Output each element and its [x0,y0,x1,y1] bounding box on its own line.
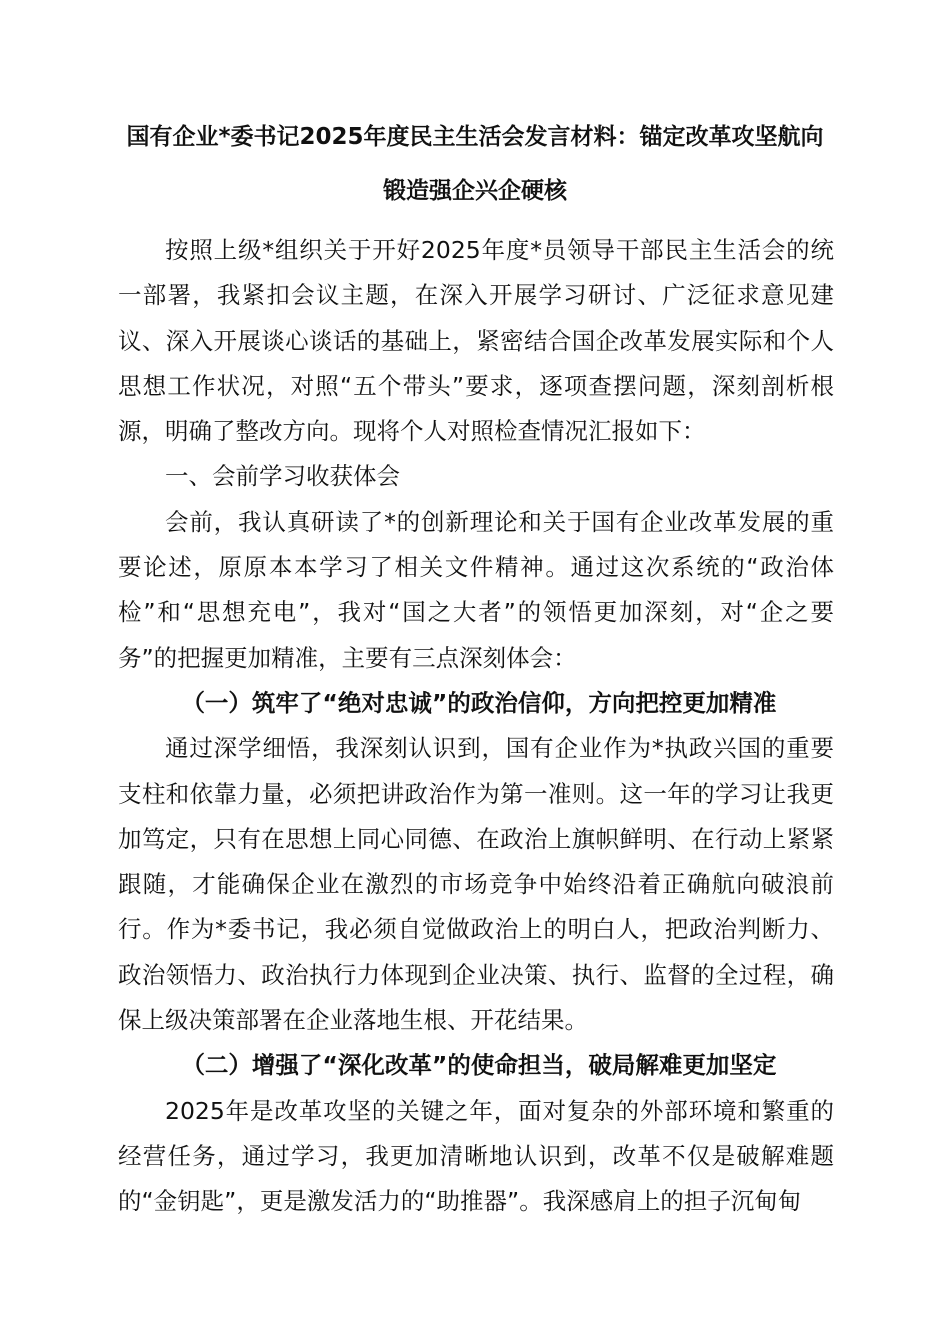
section-intro-paragraph: 会前，我认真研读了*的创新理论和关于国有企业改革发展的重要论述，原原本本学习了相关文件精神。通过这次系统的“政治体检”和“思想充电”，我对“国之大者”的领悟更加深刻，对“企之要务”的把握更加精准，主要有三点深刻体会： [118,507,834,672]
subsection-paragraph-2: 2025年是改革攻坚的关键之年，面对复杂的外部环境和繁重的经营任务，通过学习，我更加清晰地认识到，改革不仅是破解难题的“金钥匙”，更是激发活力的“助推器”。我深感肩上的担子沉甸甸 [118,1096,834,1216]
section-heading: 一、会前学习收获体会 [165,462,400,491]
subsection-paragraph-1: 通过深学细悟，我深刻认识到，国有企业作为*执政兴国的重要支柱和依靠力量，必须把讲政治作为第一准则。这一年的学习让我更加笃定，只有在思想上同心同德、在政治上旗帜鲜明、在行动上紧紧跟随，才能确保企业在激烈的市场竞争中始终沿着正确航向破浪前行。作为*委书记，我必须自觉做政治上的明白人，把政治判断力、政治领悟力、政治执行力体现到企业决策、执行、监督的全过程，确保上级决策部署在企业落地生根、开花结果。 [118,734,834,1035]
intro-paragraph: 按照上级*组织关于开好2025年度*员领导干部民主生活会的统一部署，我紧扣会议主题，在深入开展学习研讨、广泛征求意见建议、深入开展谈心谈话的基础上，紧密结合国企改革发展实际和个人思想工作状况，对照“五个带头”要求，逐项查摆问题，深刻剖析根源，明确了整改方向。现将个人对照检查情况汇报如下： [118,236,834,446]
document-body [118,228,834,1225]
document-title: 国有企业*委书记2025年度民主生活会发言材料：锚定改革攻坚航向 锻造强企兴企硬核 [126,124,824,204]
subsection-heading-1: （一）筑牢了“绝对忠诚”的政治信仰，方向把控更加精准 [181,688,777,717]
subsection-heading-2: （二）增强了“深化改革”的使命担当，破局解难更加坚定 [181,1051,777,1080]
